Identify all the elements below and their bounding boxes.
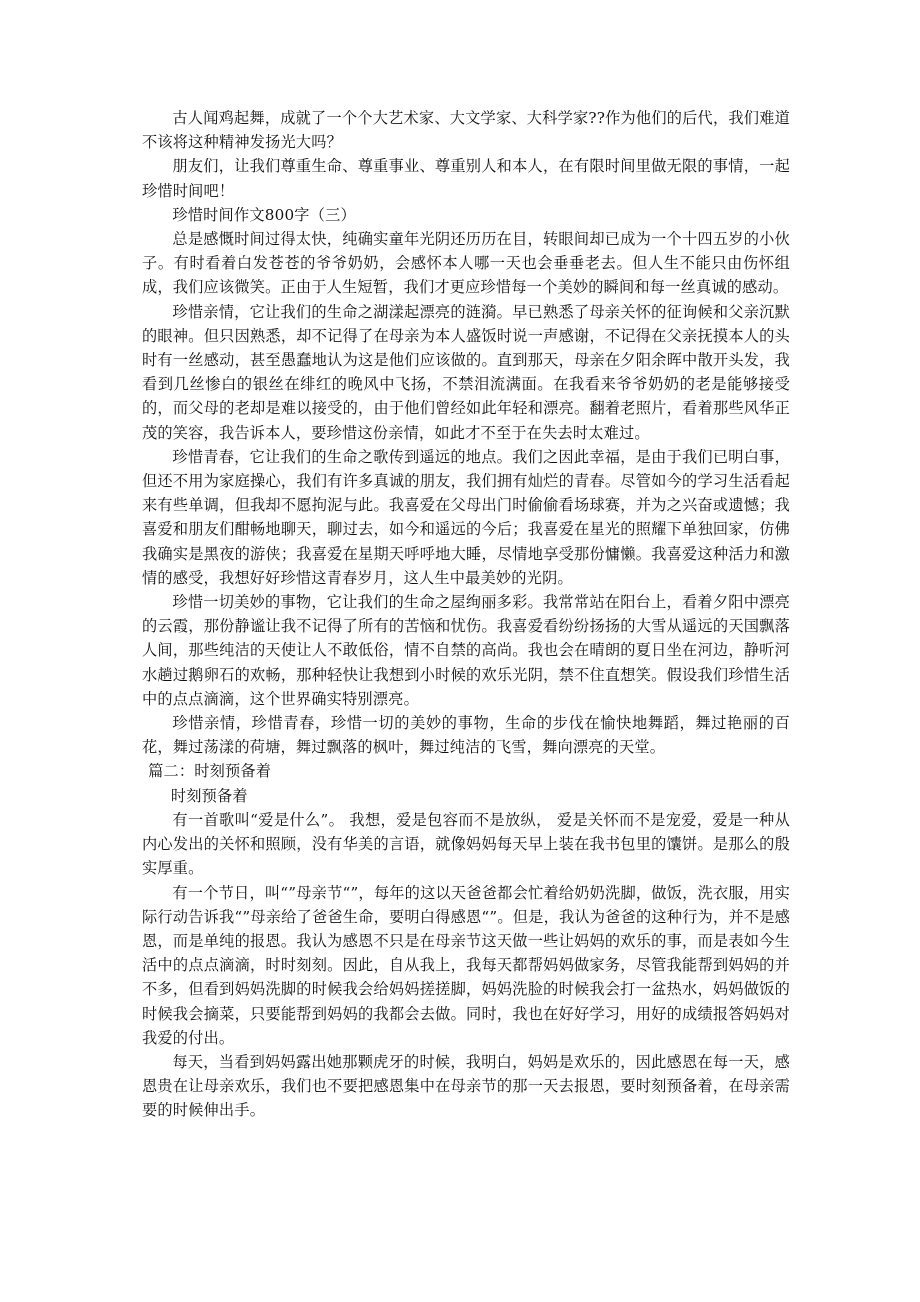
section-heading-part-2: 篇二：时刻预备着 — [148, 762, 272, 781]
paragraph-gratitude-every-day: 每天，当看到妈妈露出她那颗虎牙的时候，我明白，妈妈是欢乐的，因此感恩在每一天，感恩贵在让母亲欢乐，我们也不要把感恩集中在母亲节的那一天去报恩，要时刻预备着，在母亲需要的时候伸出手。 — [142, 1052, 790, 1120]
paragraph-what-is-love: 有一首歌叫“爱是什么”。 我想，爱是包容而不是放纵， 爱是关怀而不是宠爱，爱是一种从内心发出的关怀和照顾，没有华美的言语，就像妈妈每天早上装在我书包里的馕饼。是那么的殷实厚重。 — [142, 810, 790, 878]
paragraph-cherish-youth: 珍惜青春，它让我们的生命之歌传到遥远的地点。我们之因此幸福，是由于我们已明白事，但还不用为家庭操心，我们有许多真诚的朋友，我们拥有灿烂的青春。尽管如今的学习生活看起来有些单调，但我却不愿拘泥与此。我喜爱在父母出门时偷偷看场球赛，并为之兴奋或遗憾；我喜爱和朋友们酣畅地聊天，聊过去，如今和遥远的今后；我喜爱在星光的照耀下单独回家，仿佛我确实是黑夜的游侠；我喜爱在星期天呼呼地大睡，尽情地享受那份慵懒。我喜爱这种活力和激情的感受，我想好好珍惜这青春岁月，这人生中最美妙的光阴。 — [142, 447, 790, 587]
paragraph-cherish-beauty: 珍惜一切美妙的事物，它让我们的生命之屋绚丽多彩。我常常站在阳台上，看着夕阳中漂亮的云霞，那份静谧让我不记得了所有的苦恼和忧伤。我喜爱看纷纷扬扬的大雪从遥远的天国飘落人间，那些纯洁的天使让人不敢低俗，情不自禁的高尚。我也会在晴朗的夏日坐在河边，静听河水趟过鹅卵石的欢畅，那种轻快让我想到小时候的欢乐光阴，禁不住直想笑。假设我们珍惜生活中的点点滴滴，这个世界确实特别漂亮。 — [142, 593, 790, 708]
essay-title-3: 珍惜时间作文800字（三） — [172, 205, 356, 224]
paragraph-call-to-cherish-time: 朋友们，让我们尊重生命、尊重事业、尊重别人和本人，在有限时间里做无限的事情，一起珍惜时间吧！ — [142, 157, 790, 200]
essay-subtitle: 时刻预备着 — [170, 786, 248, 805]
paragraph-ancient-diligence: 古人闻鸡起舞，成就了一个个大艺术家、大文学家、大科学家??作为他们的后代，我们难道不该将这种精神发扬光大吗？ — [142, 109, 790, 152]
paragraph-conclusion: 珍惜亲情，珍惜青春，珍惜一切的美妙的事物，生命的步伐在愉快地舞蹈，舞过艳丽的百花，舞过荡漾的荷塘，舞过飘落的枫叶，舞过纯洁的飞雪，舞向漂亮的天堂。 — [142, 714, 790, 757]
paragraph-time-passes-fast: 总是感慨时间过得太快，纯确实童年光阴还历历在目，转眼间却已成为一个十四五岁的小伙子。有时看着白发苍苍的爷爷奶奶，会感怀本人哪一天也会垂垂老去。但人生不能只由伤怀组成，我们应该微笑。正由于人生短暂，我们才更应珍惜每一个美妙的瞬间和每一丝真诚的感动。 — [142, 230, 790, 297]
paragraph-cherish-family: 珍惜亲情，它让我们的生命之湖漾起漂亮的涟漪。早已熟悉了母亲关怀的征询候和父亲沉默的眼神。但只因熟悉，却不记得了在母亲为本人盛饭时说一声感谢，不记得在父亲抚摸本人的头时有一丝感动，甚至愚蠢地认为这是他们应该做的。直到那天，母亲在夕阳余晖中散开头发，我看到几丝惨白的银丝在绯红的晚风中飞扬，不禁泪流满面。在我看来爷爷奶奶的老是能够接受的，而父母的老却是难以接受的，由于他们曾经如此年轻和漂亮。翻着老照片，看着那些风华正茂的笑容，我告诉本人，要珍惜这份亲情，如此才不至于在失去时太难过。 — [142, 302, 790, 442]
document-body — [142, 106, 790, 1123]
paragraph-mothers-day: 有一个节日，叫“”母亲节“”，每年的这以天爸爸都会忙着给奶奶洗脚，做饭，洗衣服，用实际行动告诉我“”母亲给了爸爸生命，要明白得感恩“”。但是，我认为爸爸的这种行为，并不是感恩，而是单纯的报恩。我认为感恩不只是在母亲节这天做一些让妈妈的欢乐的事，而是表如今生活中的点点滴滴，时时刻刻。因此，自从我上，我每天都帮妈妈做家务，尽管我能帮到妈妈的并不多，但看到妈妈洗脚的时候我会给妈妈搓搓脚，妈妈洗脸的时候我会打一盆热水，妈妈做饭的时候我会摘菜，只要能帮到妈妈的我都会去做。同时，我也在好好学习，用好的成绩报答妈妈对我爱的付出。 — [142, 883, 790, 1047]
